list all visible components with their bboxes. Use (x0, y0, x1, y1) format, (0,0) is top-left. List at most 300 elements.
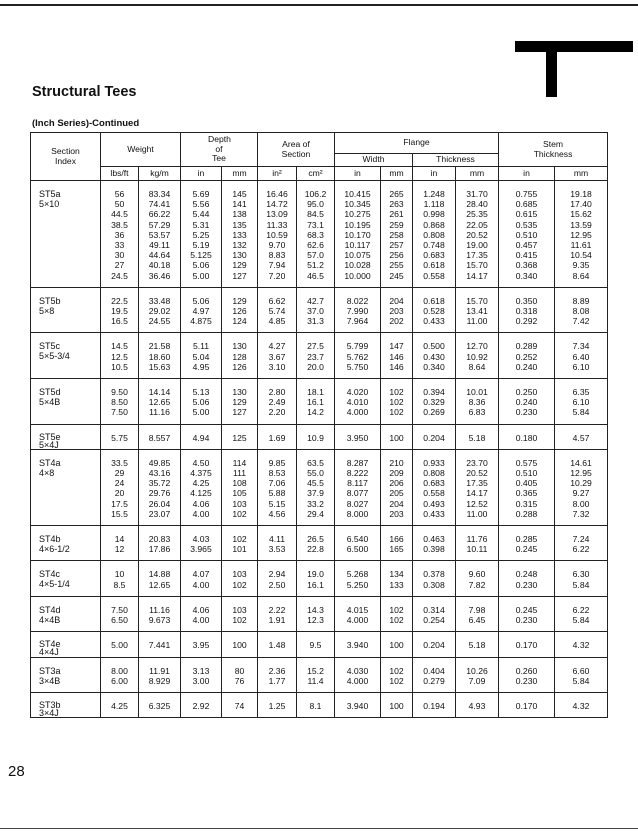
table-value: 8.08 (572, 306, 590, 317)
table-value: 10.415 (344, 189, 371, 199)
weight-kg-m-cell (139, 657, 181, 692)
table-value: 0.240 (515, 397, 538, 408)
table-value: 12.52 (466, 498, 488, 509)
stem-thickness-in-cell (499, 181, 555, 288)
table-value: 128 (232, 351, 247, 362)
table-value: 14.61 (570, 457, 592, 468)
table-value: 134 (389, 569, 404, 580)
weight-kg-m-cell (139, 287, 181, 333)
table-value: 0.558 (423, 270, 445, 281)
table-value: 6.325 (148, 700, 171, 711)
table-value: 37.0 (307, 306, 324, 317)
table-value: 4.25 (192, 478, 210, 489)
table-value: 4.015 (346, 604, 369, 615)
table-value: 101 (232, 544, 247, 555)
table-value: 0.748 (423, 240, 445, 251)
table-value: 46.5 (307, 270, 324, 281)
table-value: 0.535 (515, 219, 538, 230)
area-cm2-cell (297, 333, 335, 379)
table-value: 0.868 (423, 219, 445, 230)
table-value: 20.52 (466, 468, 488, 479)
weight-kg-m-cell (139, 181, 181, 288)
table-value: 10.275 (344, 209, 371, 220)
table-value: 130 (232, 341, 247, 352)
table-value: 0.240 (515, 361, 538, 372)
section-size: 5×4J (39, 439, 59, 450)
table-value: 12.95 (570, 468, 592, 479)
table-value: 63.5 (307, 457, 324, 468)
table-value: 0.463 (423, 534, 445, 545)
table-value: 3.940 (346, 640, 369, 651)
weight-kg-m-cell (139, 449, 181, 525)
area-in2-cell (258, 424, 297, 449)
table-value: 55.0 (307, 468, 324, 479)
section-size: 4×4J (39, 647, 59, 658)
unit-kg-m: kg/m (139, 167, 181, 181)
table-value: 102 (232, 534, 247, 545)
table-value: 0.575 (515, 457, 538, 468)
header-section-index: Section Index (31, 133, 101, 181)
depth-mm-cell (222, 449, 258, 525)
table-value: 5.750 (346, 361, 369, 372)
weight-kg-m-cell (139, 424, 181, 449)
flange-thickness-in-cell (413, 657, 456, 692)
table-value: 0.288 (515, 508, 538, 519)
area-cm2-cell (297, 596, 335, 631)
table-value: 204 (389, 295, 404, 306)
table-value: 19.5 (111, 306, 128, 317)
table-value: 6.50 (111, 615, 128, 626)
table-value: 0.404 (423, 665, 445, 676)
flange-width-mm-cell (381, 657, 413, 692)
table-value: 8.36 (468, 397, 486, 408)
table-value: 66.22 (148, 209, 171, 220)
flange-thickness-in-cell (413, 181, 456, 288)
table-row (31, 657, 608, 692)
table-value: 8.5 (113, 579, 126, 590)
depth-mm-cell (222, 287, 258, 333)
table-value: 19.0 (307, 569, 324, 580)
table-value: 7.24 (572, 534, 590, 545)
area-cm2-cell (297, 526, 335, 561)
table-value: 0.245 (515, 544, 538, 555)
table-value: 13.59 (570, 219, 592, 230)
table-value: 53.57 (148, 229, 171, 240)
table-value: 114 (232, 457, 247, 468)
table-value: 3.53 (268, 544, 286, 555)
weight-kg-m-cell (139, 379, 181, 425)
stem-thickness-in-cell (499, 657, 555, 692)
table-value: 5.19 (192, 240, 210, 251)
table-value: 4.010 (346, 397, 369, 408)
table-row (31, 449, 608, 525)
table-value: 127 (232, 407, 247, 418)
table-value: 0.394 (423, 387, 445, 398)
page-title: Structural Tees (32, 84, 137, 100)
section-size: 5×5-3/4 (39, 351, 70, 362)
table-value: 12.95 (570, 229, 592, 240)
flange-width-mm-cell (381, 287, 413, 333)
table-value: 5.06 (192, 260, 210, 271)
header-width: Width (335, 154, 413, 167)
unit-mm: mm (456, 167, 499, 181)
table-value: 0.493 (423, 498, 445, 509)
table-value: 12.65 (148, 579, 171, 590)
table-value: 11.16 (149, 604, 170, 615)
table-value: 0.558 (423, 488, 445, 499)
stem-thickness-in-cell (499, 526, 555, 561)
table-value: 11.61 (570, 240, 592, 251)
flange-width-in-cell (335, 561, 381, 596)
table-value: 16.5 (111, 316, 128, 327)
table-value: 3.13 (192, 665, 210, 676)
table-value: 5.25 (192, 229, 210, 240)
depth-in-cell (181, 632, 222, 657)
table-value: 49.11 (149, 240, 170, 251)
stem-thickness-mm-cell (555, 596, 608, 631)
depth-in-cell (181, 181, 222, 288)
table-value: 18.1 (307, 387, 324, 398)
section-code: ST4d (39, 604, 61, 615)
table-value: 5.762 (346, 351, 369, 362)
table-value: 5.18 (468, 432, 486, 443)
area-cm2-cell (297, 449, 335, 525)
table-value: 257 (389, 240, 404, 251)
stem-thickness-mm-cell (555, 526, 608, 561)
table-value: 74.41 (148, 199, 171, 210)
table-value: 124 (232, 316, 247, 327)
table-value: 3.965 (190, 544, 212, 555)
section-code: ST4c (39, 569, 61, 580)
weight-kg-m-cell (139, 632, 181, 657)
section-code: ST5a (39, 189, 61, 199)
table-value: 11.00 (466, 508, 488, 519)
table-value: 6.22 (572, 604, 590, 615)
table-value: 22.8 (307, 544, 324, 555)
table-value: 84.5 (307, 209, 324, 220)
weight-lbs-ft-cell (101, 561, 139, 596)
depth-in-cell (181, 379, 222, 425)
table-value: 7.20 (268, 270, 286, 281)
table-value: 0.252 (515, 351, 538, 362)
flange-width-mm-cell (381, 449, 413, 525)
area-cm2-cell (297, 657, 335, 692)
stem-thickness-mm-cell (555, 632, 608, 657)
weight-lbs-ft-cell (101, 449, 139, 525)
table-value: 8.64 (468, 361, 486, 372)
section-size: 3×4J (39, 707, 59, 718)
table-value: 10.92 (466, 351, 488, 362)
table-value: 126 (232, 306, 247, 317)
table-value: 15.70 (466, 260, 488, 271)
table-value: 0.204 (423, 432, 445, 443)
table-value: 102 (389, 615, 404, 626)
table-value: 4.06 (192, 498, 210, 509)
section-code: ST4e (39, 639, 61, 650)
table-value: 102 (389, 604, 404, 615)
table-value: 9.85 (268, 457, 286, 468)
flange-thickness-in-cell (413, 632, 456, 657)
table-value: 5.00 (111, 640, 128, 651)
section-index-cell (31, 526, 101, 561)
flange-thickness-in-cell (413, 692, 456, 717)
table-value: 14.72 (266, 199, 288, 210)
weight-lbs-ft-cell (101, 181, 139, 288)
table-row (31, 632, 608, 657)
table-value: 0.230 (515, 675, 538, 686)
table-value: 127 (232, 270, 247, 281)
table-row (31, 287, 608, 333)
section-index-cell (31, 379, 101, 425)
table-value: 4.11 (268, 534, 286, 545)
table-value: 9.50 (111, 387, 128, 398)
stem-thickness-in-cell (499, 287, 555, 333)
table-value: 3.95 (192, 640, 210, 651)
table-value: 6.10 (572, 361, 590, 372)
table-value: 0.755 (515, 189, 538, 199)
table-value: 5.13 (192, 387, 210, 398)
table-value: 9.5 (309, 640, 322, 651)
flange-width-in-cell (335, 632, 381, 657)
table-value: 14.5 (111, 341, 128, 352)
flange-thickness-in-cell (413, 424, 456, 449)
table-value: 5.268 (346, 569, 369, 580)
table-value: 7.09 (468, 675, 486, 686)
table-value: 263 (389, 199, 404, 210)
table-value: 10.9 (307, 432, 324, 443)
depth-mm-cell (222, 657, 258, 692)
table-value: 6.35 (572, 387, 590, 398)
table-value: 0.618 (423, 295, 445, 306)
section-code: ST4b (39, 534, 61, 545)
table-value: 4.94 (192, 432, 210, 443)
table-value: 5.88 (268, 488, 286, 499)
table-value: 4.00 (192, 508, 210, 519)
stem-thickness-in-cell (499, 333, 555, 379)
table-value: 8.50 (111, 397, 128, 408)
table-value: 0.170 (515, 700, 538, 711)
table-value: 9.27 (572, 488, 590, 499)
table-value: 4.97 (192, 306, 210, 317)
flange-thickness-mm-cell (456, 526, 499, 561)
unit-in: in (413, 167, 456, 181)
table-value: 33 (114, 240, 125, 251)
table-value: 245 (389, 270, 404, 281)
area-cm2-cell (297, 692, 335, 717)
table-value: 6.22 (572, 544, 590, 555)
table-value: 108 (232, 478, 247, 489)
table-value: 103 (232, 498, 247, 509)
table-value: 1.91 (268, 615, 286, 626)
flange-width-mm-cell (381, 333, 413, 379)
depth-mm-cell (222, 181, 258, 288)
table-value: 29.76 (148, 488, 171, 499)
section-size: 4×8 (39, 467, 55, 478)
table-value: 57.0 (307, 250, 324, 261)
table-value: 16.46 (266, 189, 288, 199)
weight-kg-m-cell (139, 526, 181, 561)
table-value: 6.45 (468, 615, 486, 626)
table-value: 4.27 (268, 341, 286, 352)
table-value: 12.65 (148, 397, 171, 408)
area-in2-cell (258, 287, 297, 333)
flange-width-in-cell (335, 692, 381, 717)
table-value: 4.375 (190, 468, 212, 479)
depth-mm-cell (222, 333, 258, 379)
table-value: 2.92 (192, 700, 210, 711)
table-value: 0.254 (423, 615, 445, 626)
table-value: 26.5 (307, 534, 324, 545)
table-value: 0.510 (515, 468, 538, 479)
flange-thickness-mm-cell (456, 561, 499, 596)
table-value: 44.5 (111, 209, 128, 220)
table-value: 15.70 (466, 295, 488, 306)
table-row (31, 561, 608, 596)
area-in2-cell (258, 333, 297, 379)
depth-mm-cell (222, 596, 258, 631)
flange-width-mm-cell (381, 561, 413, 596)
table-value: 0.248 (515, 569, 538, 580)
section-index-cell (31, 657, 101, 692)
table-value: 8.557 (148, 432, 171, 443)
area-in2-cell (258, 632, 297, 657)
table-value: 27.5 (307, 341, 324, 352)
table-value: 8.222 (346, 468, 369, 479)
table-value: 44.64 (148, 250, 171, 261)
section-code: ST3a (39, 665, 61, 676)
table-value: 5.00 (192, 407, 210, 418)
area-cm2-cell (297, 287, 335, 333)
table-value: 20 (114, 488, 125, 499)
depth-in-cell (181, 287, 222, 333)
table-value: 100 (389, 640, 404, 651)
table-value: 102 (232, 615, 247, 626)
table-value: 20.0 (307, 361, 324, 372)
header-depth-of-tee: Depth of Tee (181, 133, 258, 167)
table-value: 0.285 (515, 534, 538, 545)
table-value: 0.308 (423, 579, 445, 590)
table-value: 265 (389, 189, 404, 199)
area-cm2-cell (297, 424, 335, 449)
table-value: 5.06 (192, 295, 210, 306)
depth-mm-cell (222, 561, 258, 596)
stem-thickness-mm-cell (555, 287, 608, 333)
table-value: 0.368 (515, 260, 538, 271)
section-size: 4×6-1/2 (39, 544, 70, 555)
area-cm2-cell (297, 379, 335, 425)
table-value: 24.5 (111, 270, 128, 281)
unit-lbs-ft: lbs/ft (101, 167, 139, 181)
table-value: 6.540 (346, 534, 369, 545)
table-value: 68.3 (307, 229, 324, 240)
table-value: 6.00 (111, 675, 128, 686)
flange-width-in-cell (335, 333, 381, 379)
table-value: 10.54 (570, 250, 592, 261)
table-row (31, 692, 608, 717)
table-value: 5.06 (192, 397, 210, 408)
table-value: 0.329 (423, 397, 445, 408)
table-value: 259 (389, 219, 404, 230)
table-value: 42.7 (307, 295, 324, 306)
table-value: 1.48 (268, 640, 286, 651)
depth-mm-cell (222, 692, 258, 717)
stem-thickness-mm-cell (555, 333, 608, 379)
table-value: 8.117 (347, 478, 368, 489)
table-value: 0.315 (515, 498, 538, 509)
table-value: 130 (232, 250, 247, 261)
section-index-cell (31, 333, 101, 379)
table-value: 0.683 (423, 250, 445, 261)
table-value: 145 (232, 189, 247, 199)
table-value: 37.9 (307, 488, 324, 499)
table-value: 10.11 (466, 544, 488, 555)
table-value: 4.32 (572, 640, 590, 651)
table-value: 7.06 (268, 478, 286, 489)
flange-thickness-mm-cell (456, 181, 499, 288)
table-value: 4.000 (346, 615, 369, 626)
section-index-cell (31, 287, 101, 333)
section-code: ST5c (39, 341, 61, 352)
table-value: 0.405 (515, 478, 538, 489)
table-value: 17.35 (466, 478, 488, 489)
table-value: 5.69 (192, 189, 210, 199)
table-value: 4.000 (346, 675, 369, 686)
table-value: 255 (389, 260, 404, 271)
table-value: 100 (389, 432, 404, 443)
tee-stem-shape (546, 41, 557, 97)
table-value: 126 (232, 361, 247, 372)
table-value: 0.398 (423, 544, 445, 555)
table-value: 17.40 (570, 199, 592, 210)
table-value: 5.44 (192, 209, 210, 220)
table-value: 36.46 (148, 270, 171, 281)
table-value: 10.5 (111, 361, 128, 372)
table-value: 7.32 (572, 508, 590, 519)
flange-width-mm-cell (381, 424, 413, 449)
table-value: 0.433 (423, 508, 445, 519)
area-in2-cell (258, 596, 297, 631)
table-value: 0.350 (515, 295, 538, 306)
table-value: 3.940 (346, 700, 369, 711)
table-value: 0.269 (423, 407, 445, 418)
table-value: 129 (232, 397, 247, 408)
stem-thickness-in-cell (499, 424, 555, 449)
unit-mm: mm (555, 167, 608, 181)
table-value: 8.027 (346, 498, 369, 509)
table-value: 74 (234, 700, 245, 711)
table-value: 83.34 (148, 189, 171, 199)
area-in2-cell (258, 692, 297, 717)
table-value: 7.964 (346, 316, 369, 327)
table-value: 6.30 (572, 569, 590, 580)
table-value: 45.5 (307, 478, 324, 489)
table-value: 3.67 (268, 351, 286, 362)
table-value: 23.07 (148, 508, 171, 519)
table-value: 0.808 (423, 468, 445, 479)
weight-lbs-ft-cell (101, 596, 139, 631)
flange-thickness-in-cell (413, 287, 456, 333)
table-value: 5.11 (192, 341, 210, 352)
weight-lbs-ft-cell (101, 424, 139, 449)
stem-thickness-mm-cell (555, 692, 608, 717)
table-value: 0.528 (423, 306, 445, 317)
table-value: 5.56 (192, 199, 210, 210)
table-value: 4.125 (190, 488, 212, 499)
table-value: 206 (389, 478, 404, 489)
table-value: 17.5 (111, 498, 128, 509)
table-value: 10.075 (344, 250, 371, 261)
flange-thickness-mm-cell (456, 287, 499, 333)
